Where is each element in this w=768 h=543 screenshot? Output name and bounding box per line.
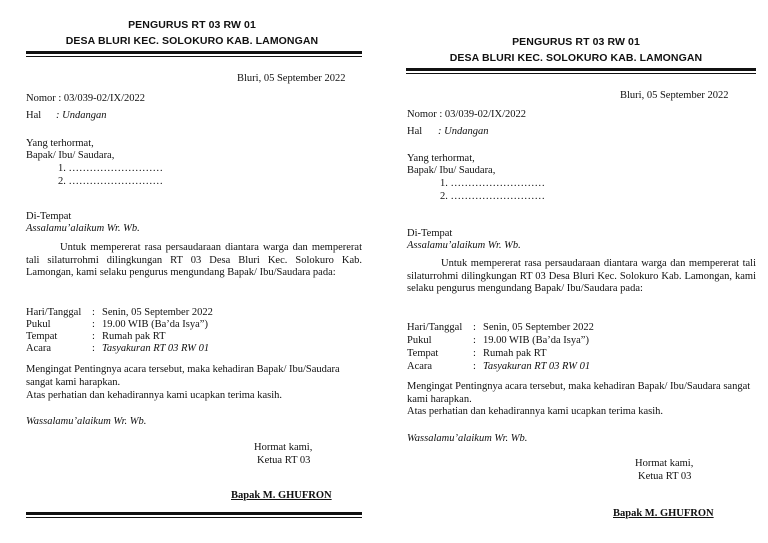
- detail-row: [407, 348, 547, 360]
- detail-row: [26, 307, 213, 319]
- detail-label: Hari/Tanggal: [26, 307, 82, 318]
- salutation: Yang terhormat,: [407, 153, 475, 164]
- signer-name: Bapak M. GHUFRON: [231, 490, 332, 501]
- detail-value: Rumah pak RT: [102, 331, 166, 342]
- signer-name: Bapak M. GHUFRON: [613, 508, 714, 519]
- detail-sep: :: [473, 348, 476, 359]
- subject-label: Hal: [407, 126, 423, 137]
- detail-value: 19.00 WIB (Ba’da Isya”): [102, 319, 208, 330]
- detail-row: [26, 331, 166, 343]
- detail-sep: :: [92, 343, 95, 354]
- recipient-blank-1: 1. ………………………: [58, 163, 163, 174]
- body-paragraph: [26, 242, 362, 280]
- letter-right: [384, 0, 768, 543]
- body-text: Untuk mempererat rasa persaudaraan diantara warga dan mempererat tali silaturrohmi dilingkungan RT 03 Desa Bluri Kec. Solokuro Kab. Lamongan, kami selaku pengurus mengundang Bapak/ Ibu/Saudara pada:: [407, 258, 756, 294]
- opening-greeting: Assalamu’alaikum Wr. Wb.: [26, 223, 140, 234]
- salutation: Yang terhormat,: [26, 138, 94, 149]
- header-address: DESA BLURI KEC. SOLOKURO KAB. LAMONGAN: [449, 52, 703, 64]
- detail-sep: :: [92, 331, 95, 342]
- di-tempat: Di-Tempat: [26, 211, 72, 222]
- header-rule-thick: [26, 51, 362, 54]
- detail-row: [407, 335, 589, 347]
- detail-label: Acara: [407, 361, 433, 372]
- detail-value: 19.00 WIB (Ba’da Isya”): [483, 335, 589, 346]
- closing-greeting: Wassalamu’alaikum Wr. Wb.: [26, 416, 147, 427]
- detail-sep: :: [473, 335, 476, 346]
- closing-greeting: Wassalamu’alaikum Wr. Wb.: [407, 433, 528, 444]
- detail-sep: :: [92, 319, 95, 330]
- detail-row: [26, 343, 209, 355]
- signer-position: Ketua RT 03: [638, 471, 692, 482]
- header-org: PENGURUS RT 03 RW 01: [512, 36, 640, 48]
- di-tempat: Di-Tempat: [407, 228, 453, 239]
- detail-sep: :: [473, 322, 476, 333]
- recipient-blank-1: 1. ………………………: [440, 178, 545, 189]
- recipient: Bapak/ Ibu/ Saudara,: [407, 165, 496, 176]
- detail-label: Pukul: [26, 319, 51, 330]
- footer-rule-thick: [26, 512, 362, 515]
- signer-position: Ketua RT 03: [257, 455, 311, 466]
- detail-value: Rumah pak RT: [483, 348, 547, 359]
- footer-rule-thin: [26, 517, 362, 518]
- header-rule-thick: [406, 68, 756, 71]
- detail-row: [407, 322, 594, 334]
- header-address: DESA BLURI KEC. SOLOKURO KAB. LAMONGAN: [65, 35, 319, 47]
- place-date: Bluri, 05 September 2022: [237, 73, 346, 84]
- detail-row: [26, 319, 208, 331]
- detail-value: Senin, 05 September 2022: [102, 307, 213, 318]
- recipient-blank-2: 2. ………………………: [440, 191, 545, 202]
- detail-label: Tempat: [26, 331, 58, 342]
- body-text: Untuk mempererat rasa persaudaraan diantara warga dan mempererat tali silaturrohmi dilingkungan RT 03 Desa Bluri Kec. Solokuro Kab. Lamongan, kami selaku pengurus mengundang Bapak/ Ibu/Saudara pada:: [26, 242, 362, 278]
- thanks-line: Atas perhatian dan kehadirannya kami ucapkan terima kasih.: [407, 406, 663, 417]
- closing-paragraph: Mengingat Pentingnya acara tersebut, maka kehadiran Bapak/ Ibu/Saudara sangat kami harapkan.: [407, 381, 751, 405]
- detail-sep: :: [92, 307, 95, 318]
- regards: Hormat kami,: [254, 442, 313, 453]
- detail-value: Tasyakuran RT 03 RW 01: [102, 343, 210, 354]
- header-org: PENGURUS RT 03 RW 01: [128, 19, 256, 31]
- detail-value: Tasyakuran RT 03 RW 01: [483, 361, 591, 372]
- detail-row: [407, 361, 590, 373]
- detail-label: Hari/Tanggal: [407, 322, 463, 333]
- subject-value: : Undangan: [438, 126, 489, 137]
- detail-value: Senin, 05 September 2022: [483, 322, 594, 333]
- thanks-line: Atas perhatian dan kehadirannya kami ucapkan terima kasih.: [26, 390, 282, 401]
- recipient-blank-2: 2. ………………………: [58, 176, 163, 187]
- subject-value: : Undangan: [56, 110, 107, 121]
- letter-number: Nomor : 03/039-02/IX/2022: [407, 109, 526, 120]
- detail-label: Pukul: [407, 335, 432, 346]
- opening-greeting: Assalamu’alaikum Wr. Wb.: [407, 240, 521, 251]
- detail-label: Tempat: [407, 348, 439, 359]
- detail-sep: :: [473, 361, 476, 372]
- regards: Hormat kami,: [635, 458, 694, 469]
- recipient: Bapak/ Ibu/ Saudara,: [26, 150, 115, 161]
- header-rule-thin: [26, 56, 362, 57]
- detail-label: Acara: [26, 343, 52, 354]
- body-paragraph: [407, 258, 756, 296]
- closing-paragraph: Mengingat Pentingnya acara tersebut, maka kehadiran Bapak/ Ibu/Saudara sangat kami harapkan.: [26, 364, 340, 388]
- header-rule-thin: [406, 73, 756, 74]
- letter-number: Nomor : 03/039-02/IX/2022: [26, 93, 145, 104]
- subject-label: Hal: [26, 110, 42, 121]
- place-date: Bluri, 05 September 2022: [620, 90, 729, 101]
